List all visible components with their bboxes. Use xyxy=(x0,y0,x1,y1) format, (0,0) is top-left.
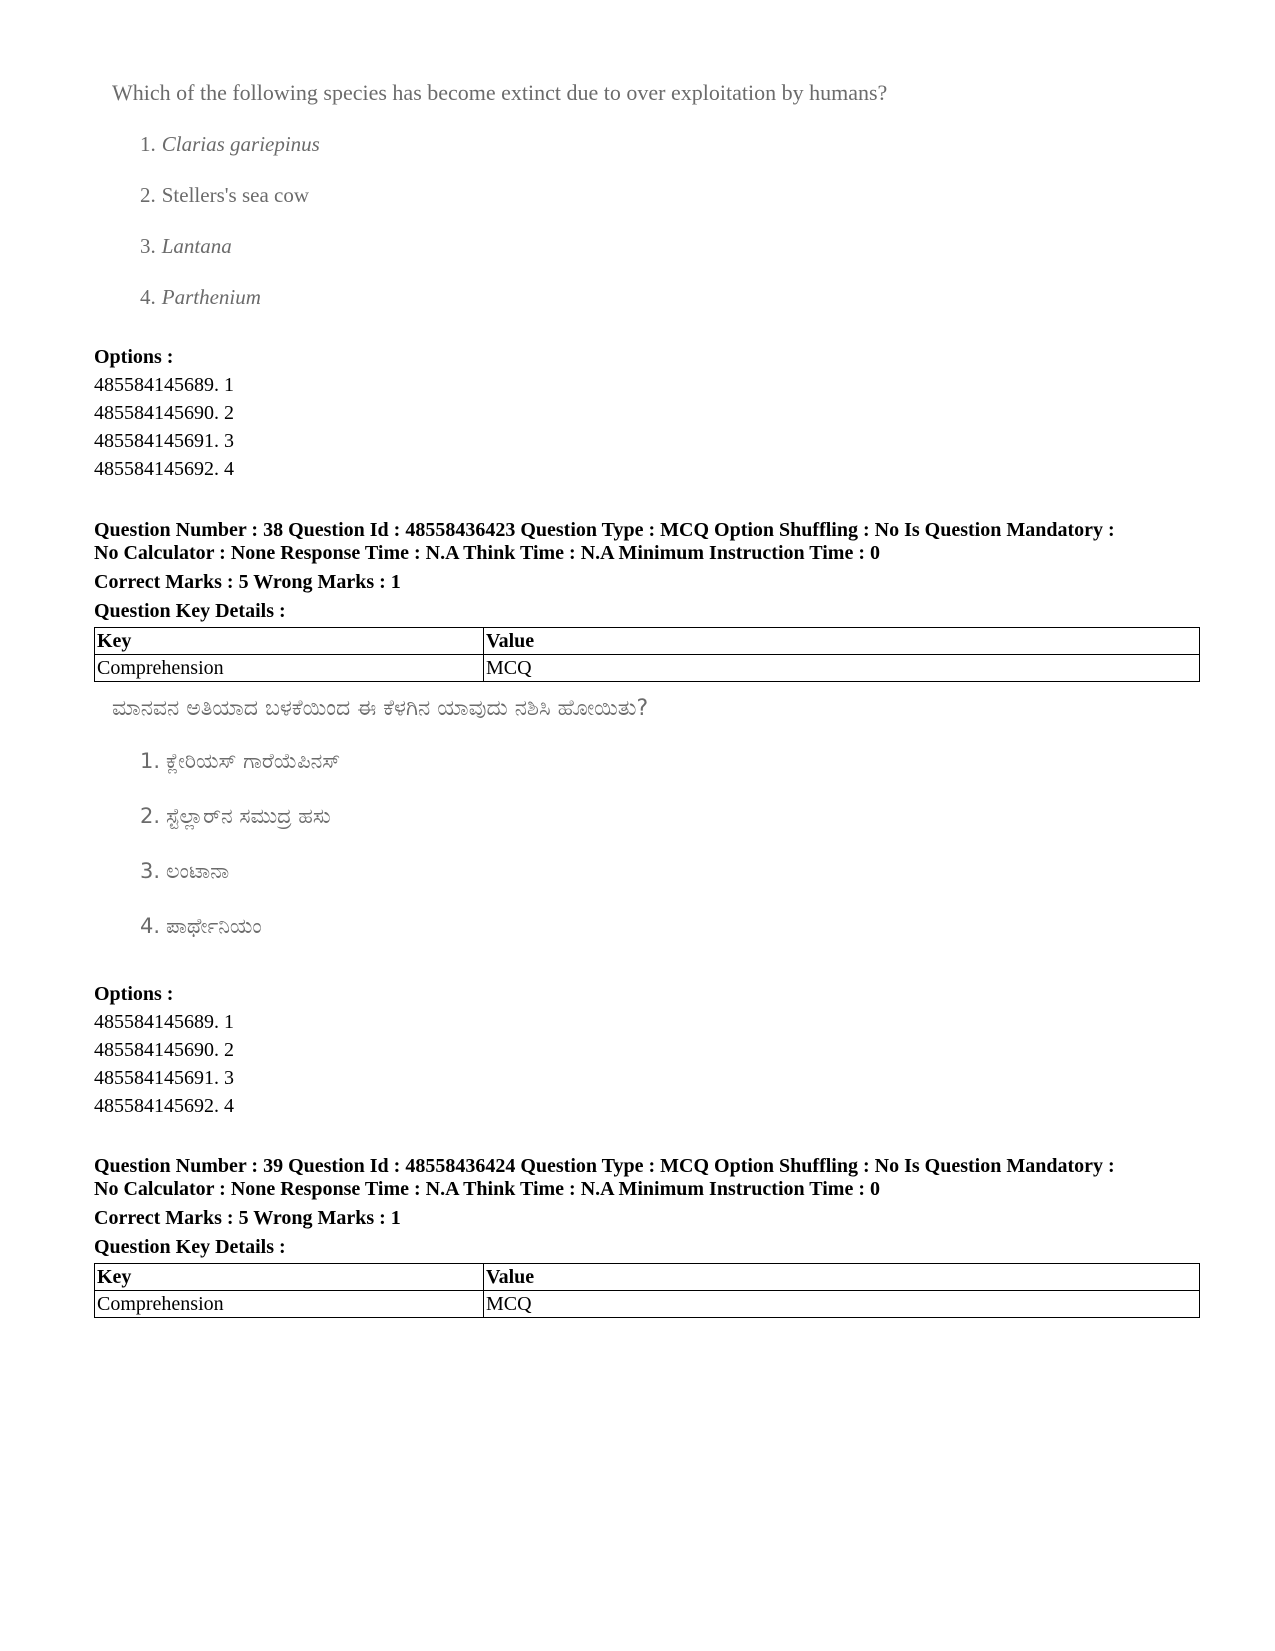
option-id: 485584145691. 3 xyxy=(94,1067,234,1089)
option-id: 485584145690. 2 xyxy=(94,402,234,424)
question-stem: Which of the following species has become extinct due to over exploitation by humans? xyxy=(112,80,888,105)
choice-text: ಕ್ಲೇರಿಯಸ್ ಗಾರೆಯೆಪಿನಸ್ xyxy=(166,749,341,773)
table-header-cell: Value xyxy=(484,1264,1200,1291)
table-cell: MCQ xyxy=(484,1291,1200,1318)
choice-number: 2. xyxy=(140,804,161,828)
key-details-table xyxy=(94,1263,1200,1318)
table-header-cell: Key xyxy=(95,628,484,655)
option-id: 485584145689. 1 xyxy=(94,374,234,396)
option-id: 485584145689. 1 xyxy=(94,1011,234,1033)
question-choices xyxy=(112,129,887,333)
question-choices xyxy=(112,746,648,966)
table-cell: Comprehension xyxy=(95,1291,484,1318)
options-section xyxy=(94,980,1200,1120)
option-id: 485584145691. 3 xyxy=(94,430,234,452)
choice-number: 4. xyxy=(140,914,161,938)
option-id: 485584145692. 4 xyxy=(94,1095,234,1117)
table-header-row xyxy=(95,1264,1200,1291)
question-meta-line: No Calculator : None Response Time : N.A Think Time : N.A Minimum Instruction Time : 0 xyxy=(94,1178,880,1200)
question-37-image xyxy=(112,78,887,333)
question-meta-line: Question Number : 39 Question Id : 48558436424 Question Type : MCQ Option Shuffling : No Is Question Mandatory : xyxy=(94,1155,1115,1177)
options-list xyxy=(94,371,1200,483)
table-header-cell: Value xyxy=(484,628,1200,655)
marks-line: Correct Marks : 5 Wrong Marks : 1 xyxy=(94,1207,401,1229)
choice-number: 1. xyxy=(140,749,161,773)
choice-item xyxy=(140,856,648,911)
choice-text: ಸ್ಟೆಲ್ಲಾರ್‌ನ ಸಮುದ್ರ ಹಸು xyxy=(166,804,331,828)
table-row xyxy=(95,655,1200,682)
table-cell: MCQ xyxy=(484,655,1200,682)
table-row xyxy=(95,1291,1200,1318)
choice-number: 1. xyxy=(140,132,156,156)
key-details-heading: Question Key Details : xyxy=(94,1236,286,1258)
key-details-table xyxy=(94,627,1200,682)
choice-item xyxy=(140,911,648,966)
question-meta-line: No Calculator : None Response Time : N.A Think Time : N.A Minimum Instruction Time : 0 xyxy=(94,542,880,564)
question-stem: ಮಾನವನ ಅತಿಯಾದ ಬಳಕೆಯಿಂದ ಈ ಕೆಳಗಿನ ಯಾವುದು ನಶಿಸಿ ಹೋಯಿತು? xyxy=(112,696,649,721)
options-section xyxy=(94,343,1200,483)
choice-item xyxy=(140,282,887,333)
table-header-cell: Key xyxy=(95,1264,484,1291)
choice-text: Parthenium xyxy=(161,285,261,309)
option-id: 485584145690. 2 xyxy=(94,1039,234,1061)
table-cell: Comprehension xyxy=(95,655,484,682)
question-38-meta xyxy=(94,519,1200,682)
question-39-meta xyxy=(94,1155,1200,1318)
choice-text: Lantana xyxy=(161,234,232,258)
choice-number: 3. xyxy=(140,234,156,258)
options-heading: Options : xyxy=(94,983,174,1005)
choice-item xyxy=(140,801,648,856)
table-header-row xyxy=(95,628,1200,655)
choice-number: 4. xyxy=(140,285,156,309)
choice-item xyxy=(140,746,648,801)
choice-number: 3. xyxy=(140,859,161,883)
option-id: 485584145692. 4 xyxy=(94,458,234,480)
choice-text: ಪಾರ್ಥೇನಿಯಂ xyxy=(166,914,262,938)
choice-text: Stellers's sea cow xyxy=(161,183,309,207)
choice-number: 2. xyxy=(140,183,156,207)
choice-item xyxy=(140,231,887,282)
key-details-heading: Question Key Details : xyxy=(94,600,286,622)
choice-item xyxy=(140,129,887,180)
question-meta-line: Question Number : 38 Question Id : 48558436423 Question Type : MCQ Option Shuffling : No Is Question Mandatory : xyxy=(94,519,1115,541)
choice-text: ಲಂಟಾನಾ xyxy=(166,859,230,883)
question-38-image xyxy=(112,694,648,966)
choice-text: Clarias gariepinus xyxy=(161,132,320,156)
options-heading: Options : xyxy=(94,346,174,368)
marks-line: Correct Marks : 5 Wrong Marks : 1 xyxy=(94,571,401,593)
choice-item xyxy=(140,180,887,231)
options-list xyxy=(94,1008,1200,1120)
